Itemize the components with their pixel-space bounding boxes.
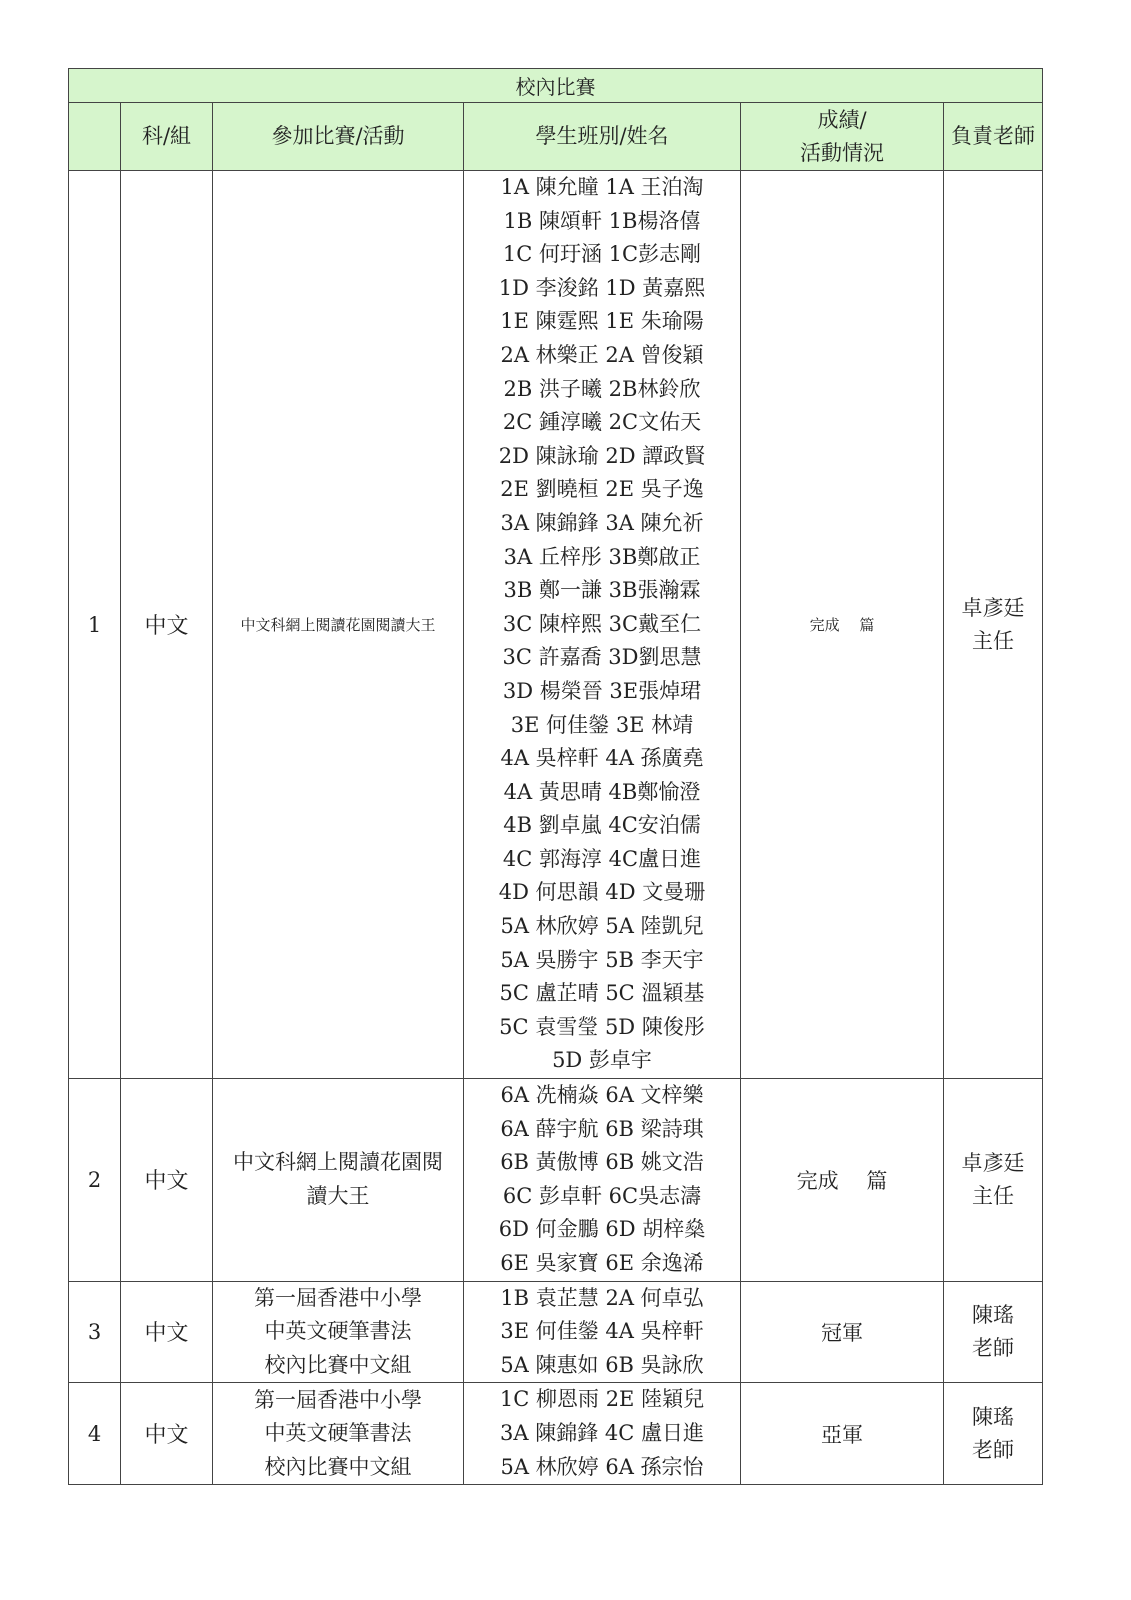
row-activity (213, 1079, 464, 1282)
activity-line: 校內比賽中文組 (264, 1454, 412, 1479)
header-result (741, 103, 944, 171)
student-line: 1A 陳允瞳 1A 王泊淘 (500, 175, 704, 199)
student-line: 2B 洪子曦 2B林鈴欣 (503, 376, 701, 401)
activity-line: 中文科網上閱讀花園閱讀大王 (240, 616, 436, 635)
header-index (69, 103, 121, 171)
row-subject: 中文 (121, 1079, 213, 1282)
student-line: 4A 吳梓軒 4A 孫廣堯 (500, 746, 704, 771)
student-line: 2A 林樂正 2A 曾俊穎 (500, 342, 704, 367)
student-line: 3A 丘梓彤 3B鄭啟正 (503, 544, 701, 569)
activity-line: 中文科網上閱讀花園閱 (233, 1150, 443, 1175)
teacher-line: 主任 (972, 628, 1014, 653)
table-header-row (69, 103, 1043, 171)
row-result: 完成 篇 (741, 1079, 944, 1282)
row-students (464, 171, 741, 1079)
table-title: 校內比賽 (69, 69, 1043, 103)
student-line: 6C 彭卓軒 6C吳志濤 (502, 1183, 702, 1208)
student-line: 6A 薛宇航 6B 梁詩琪 (500, 1116, 704, 1141)
row-number: 3 (69, 1281, 121, 1383)
row-teacher (944, 1281, 1043, 1383)
row-result: 完成 篇 (741, 171, 944, 1079)
student-line: 6B 黃傲博 6B 姚文浩 (500, 1150, 704, 1175)
student-line: 3A 陳錦鋒 4C 盧日進 (500, 1420, 704, 1445)
table-row (69, 1383, 1043, 1485)
student-line: 5C 袁雪瑩 5D 陳俊彤 (499, 1014, 705, 1039)
student-line: 5D 彭卓宇 (552, 1048, 652, 1073)
student-line: 3E 何佳鎣 3E 林靖 (510, 712, 694, 737)
table-row (69, 1079, 1043, 1282)
header-students: 學生班別/姓名 (464, 103, 741, 171)
student-line: 3D 楊榮晉 3E張焯珺 (502, 678, 702, 703)
student-line: 2E 劉曉桓 2E 吳子逸 (500, 477, 704, 502)
row-subject: 中文 (121, 171, 213, 1079)
student-line: 4D 何思韻 4D 文曼珊 (498, 880, 706, 905)
student-line: 3B 鄭一謙 3B張瀚霖 (503, 578, 701, 603)
student-line: 5A 陳惠如 6B 吳詠欣 (500, 1352, 704, 1377)
student-line: 5A 林欣婷 5A 陸凱兒 (500, 914, 704, 939)
student-line: 6D 何金鵬 6D 胡梓燊 (498, 1217, 706, 1242)
row-subject: 中文 (121, 1281, 213, 1383)
activity-line: 校內比賽中文組 (264, 1352, 412, 1377)
student-line: 5A 吳勝宇 5B 李天宇 (500, 947, 704, 972)
student-line: 2C 鍾淳曦 2C文佑天 (502, 410, 702, 435)
activity-line: 中英文硬筆書法 (264, 1421, 412, 1446)
student-line: 3C 許嘉喬 3D劉思慧 (502, 645, 702, 670)
table-row (69, 1281, 1043, 1383)
row-teacher (944, 1383, 1043, 1485)
school-competition-table (68, 68, 1043, 1485)
student-line: 3E 何佳鎣 4A 吳梓軒 (500, 1319, 704, 1344)
teacher-line: 老師 (972, 1335, 1014, 1360)
table-title-row (69, 69, 1043, 103)
row-number: 4 (69, 1383, 121, 1485)
student-line: 1B 袁芷慧 2A 何卓弘 (500, 1285, 704, 1310)
header-teacher: 負責老師 (944, 103, 1043, 171)
student-line: 1E 陳霆熙 1E 朱瑜陽 (500, 309, 704, 334)
header-result-line-1: 成績/ (817, 107, 867, 132)
student-line: 1C 何玗涵 1C彭志剛 (502, 242, 702, 267)
student-line: 2D 陳詠瑜 2D 譚政賢 (498, 443, 706, 468)
student-line: 4B 劉卓嵐 4C安泊儒 (503, 813, 701, 838)
table-body (69, 171, 1043, 1485)
row-activity (213, 171, 464, 1079)
row-students (464, 1383, 741, 1485)
table-row (69, 171, 1043, 1079)
teacher-line: 卓彥廷 (961, 595, 1025, 620)
row-number: 1 (69, 171, 121, 1079)
student-line: 1B 陳頌軒 1B楊洛僖 (503, 208, 701, 233)
activity-line: 中英文硬筆書法 (264, 1319, 412, 1344)
student-line: 6E 吳家寶 6E 余逸浠 (500, 1251, 704, 1275)
row-result: 冠軍 (741, 1281, 944, 1383)
row-activity (213, 1383, 464, 1485)
student-line: 4A 黃思晴 4B鄭愉澄 (503, 779, 701, 804)
student-line: 1C 柳恩雨 2E 陸穎兒 (499, 1387, 705, 1412)
activity-line: 第一屆香港中小學 (254, 1285, 422, 1310)
row-activity (213, 1281, 464, 1383)
student-line: 1D 李浚銘 1D 黃嘉熙 (498, 275, 706, 300)
header-result-line-2: 活動情況 (800, 140, 884, 165)
row-result: 亞軍 (741, 1383, 944, 1485)
student-line: 6A 冼楠焱 6A 文梓樂 (500, 1083, 704, 1108)
row-students (464, 1079, 741, 1282)
activity-line: 第一屆香港中小學 (254, 1387, 422, 1412)
header-subject: 科/組 (121, 103, 213, 171)
student-line: 5A 林欣婷 6A 孫宗怡 (500, 1454, 704, 1479)
teacher-line: 老師 (972, 1437, 1014, 1462)
teacher-line: 主任 (972, 1183, 1014, 1208)
student-line: 3A 陳錦鋒 3A 陳允祈 (500, 510, 704, 535)
teacher-line: 陳瑤 (972, 1404, 1014, 1429)
row-teacher (944, 1079, 1043, 1282)
student-line: 5C 盧芷晴 5C 溫穎基 (499, 981, 705, 1006)
activity-line: 讀大王 (306, 1183, 370, 1208)
row-number: 2 (69, 1079, 121, 1282)
student-line: 4C 郭海淳 4C盧日進 (502, 846, 702, 871)
row-teacher (944, 171, 1043, 1079)
header-activity: 參加比賽/活動 (213, 103, 464, 171)
row-students (464, 1281, 741, 1383)
teacher-line: 陳瑤 (972, 1302, 1014, 1327)
student-line: 3C 陳梓熙 3C戴至仁 (502, 611, 702, 636)
row-subject: 中文 (121, 1383, 213, 1485)
teacher-line: 卓彥廷 (961, 1150, 1025, 1175)
